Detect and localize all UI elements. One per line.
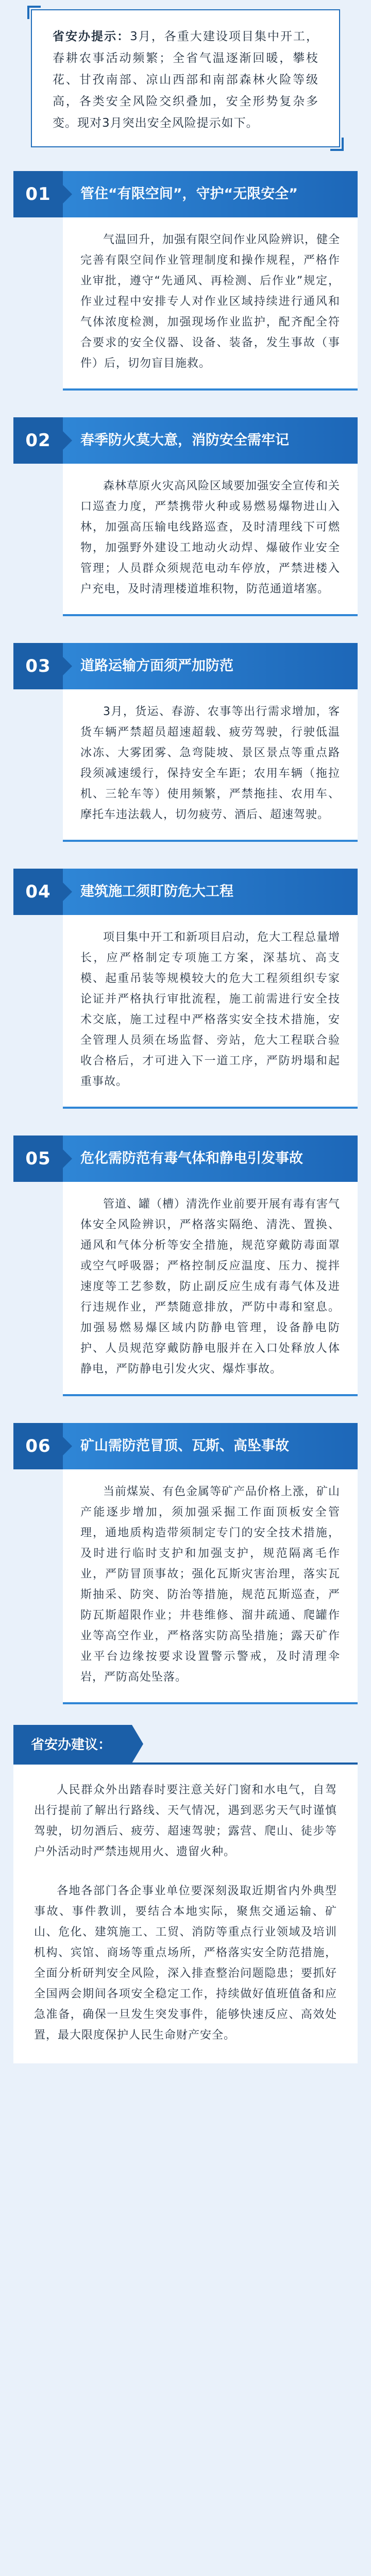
section-6 <box>13 1423 358 1704</box>
section-number: 05 <box>13 1136 63 1182</box>
section-number: 06 <box>13 1423 63 1469</box>
intro-box <box>31 9 340 147</box>
section-header <box>13 643 358 689</box>
section-body <box>63 1469 358 1704</box>
page <box>0 9 371 2576</box>
section-text: 管道、罐（槽）清洗作业前要开展有毒有害气体安全风险辨识，严格落实隔绝、清洗、置换、通风和气体分析等安全措施，规范穿戴防毒面罩或空气呼吸器；严格控制反应温度、压力、搅拌速度等工艺参数，防止副反应生成有毒气体及进行违规作业，严禁随意排放，严防中毒和窒息。加强易燃易爆区域内防静电管理，设备静电防护、人员规范穿戴防静电服并在入口处释放人体静电，严防静电引发火灾、爆炸事故。 <box>80 1198 341 1376</box>
advice-title: 省安办建议： <box>13 1725 132 1762</box>
section-text: 森林草原火灾高风险区域要加强安全宣传和关口巡查力度，严禁携带火种或易燃易爆物进山入林，加强高压输电线路巡查，及时清理线下可燃物，加强野外建设工地动火动焊、爆破作业安全管理；人员群众须规范电动车停放，严禁进楼入户充电，及时清理楼道堆积物，防范通道堵塞。 <box>80 480 341 596</box>
section-header <box>13 1136 358 1182</box>
section-title: 春季防火莫大意，消防安全需牢记 <box>63 417 358 464</box>
section-text: 当前煤炭、有色金属等矿产品价格上涨，矿山产能逐步增加，须加强采掘工作面顶板安全管理，通地质构造带须制定专门的安全技术措施，及时进行临时支护和加强支护，规范隔离毛作业，严防冒顶事故；强化瓦斯灾害治理，落实瓦斯抽采、防突、防治等措施，规范瓦斯巡查，严防瓦斯超限作业；井巷维修、溜井疏通、爬罐作业等高空作业，严格落实防高坠措施；露天矿作业平台边缘按要求设置警示警戒，及时清理伞岩，严防高处坠落。 <box>80 1485 341 1684</box>
section-body <box>63 1182 358 1396</box>
section-body <box>63 464 358 616</box>
intro-text <box>53 26 318 134</box>
section-body <box>63 689 358 842</box>
intro-lead: 省安办提示： <box>53 30 130 43</box>
section-title: 道路运输方面须严加防范 <box>63 643 358 689</box>
advice-paragraph: 人民群众外出踏春时要注意关好门窗和水电气，自驾出行提前了解出行路线、天气情况，遇到恶劣天气时谨慎驾驶，切勿酒后、疲劳、超速驾驶；露营、爬山、徒步等户外活动时严禁违规用火、遗留火种。 <box>34 1784 337 1858</box>
section-body <box>63 915 358 1109</box>
section-number: 03 <box>13 643 63 689</box>
section-5 <box>13 1136 358 1396</box>
section-2 <box>13 417 358 616</box>
section-title: 危化需防范有毒气体和静电引发事故 <box>63 1136 358 1182</box>
section-3 <box>13 643 358 842</box>
section-title: 管住“有限空间”，守护“无限安全” <box>63 171 358 217</box>
section-text: 3月，货运、春游、农事等出行需求增加，客货车辆严禁超员超速超载、疲劳驾驶，行驶低温冰冻、大雾团雾、急弯陡坡、景区景点等重点路段须减速缓行，保持安全车距；农用车辆（拖拉机、三轮车等）使用频繁，严禁拖挂、农用车、摩托车违法载人，切勿疲劳、酒后、超速驾驶。 <box>80 705 340 821</box>
advice-paragraph: 各地各部门各企事业单位要深刻汲取近期省内外典型事故、事件教训，要结合本地实际，聚焦交通运输、矿山、危化、建筑施工、工贸、消防等重点行业领域及培训机构、宾馆、商场等重点场所，严格落实安全防范措施，全面分析研判安全风险，深入排查整治问题隐患；要抓好全国两会期间各项安全稳定工作，持续做好值班值备和应急准备，确保一旦发生突发事件，能够快速反应、高效处置，最大限度保护人民生命财产安全。 <box>34 1885 337 2042</box>
section-number: 01 <box>13 171 63 217</box>
section-number: 02 <box>13 417 63 464</box>
advice-body <box>13 1762 358 2063</box>
section-header <box>13 171 358 217</box>
section-header <box>13 1423 358 1469</box>
section-4 <box>13 869 358 1109</box>
section-1 <box>13 171 358 391</box>
section-body <box>63 217 358 391</box>
section-text: 项目集中开工和新项目启动，危大工程总量增长，应严格制定专项施工方案，深基坑、高支模、起重吊装等规模较大的危大工程须组织专家论证并严格执行审批流程，施工前需进行安全技术交底，施工过程中严格落实安全技术措施，安全管理人员须在场监督、旁站，危大工程联合验收合格后，才可进入下一道工序，严防坍塌和起重事故。 <box>80 931 341 1088</box>
section-title: 矿山需防范冒顶、瓦斯、高坠事故 <box>63 1423 358 1469</box>
section-text: 气温回升，加强有限空间作业风险辨识，健全完善有限空间作业管理制度和操作规程，严格作业审批，遵守“先通风、再检测、后作业”规定，作业过程中安排专人对作业区域持续进行通风和气体浓度检测，加强现场作业监护，配齐配全符合要求的安全仪器、设备、装备，发生事故（事件）后，切勿盲目施救。 <box>80 233 341 370</box>
section-header <box>13 417 358 464</box>
section-number: 04 <box>13 869 63 915</box>
section-title: 建筑施工须盯防危大工程 <box>63 869 358 915</box>
section-header <box>13 869 358 915</box>
intro-body: 3月，各重大建设项目集中开工，春耕农事活动频繁；全省气温逐渐回暖，攀枝花、甘孜南部、凉山西部和南部森林火险等级高，各类安全风险交织叠加，安全形势复杂多变。现对3月突出安全风险提示如下。 <box>53 30 318 130</box>
advice-header <box>13 1725 358 1762</box>
